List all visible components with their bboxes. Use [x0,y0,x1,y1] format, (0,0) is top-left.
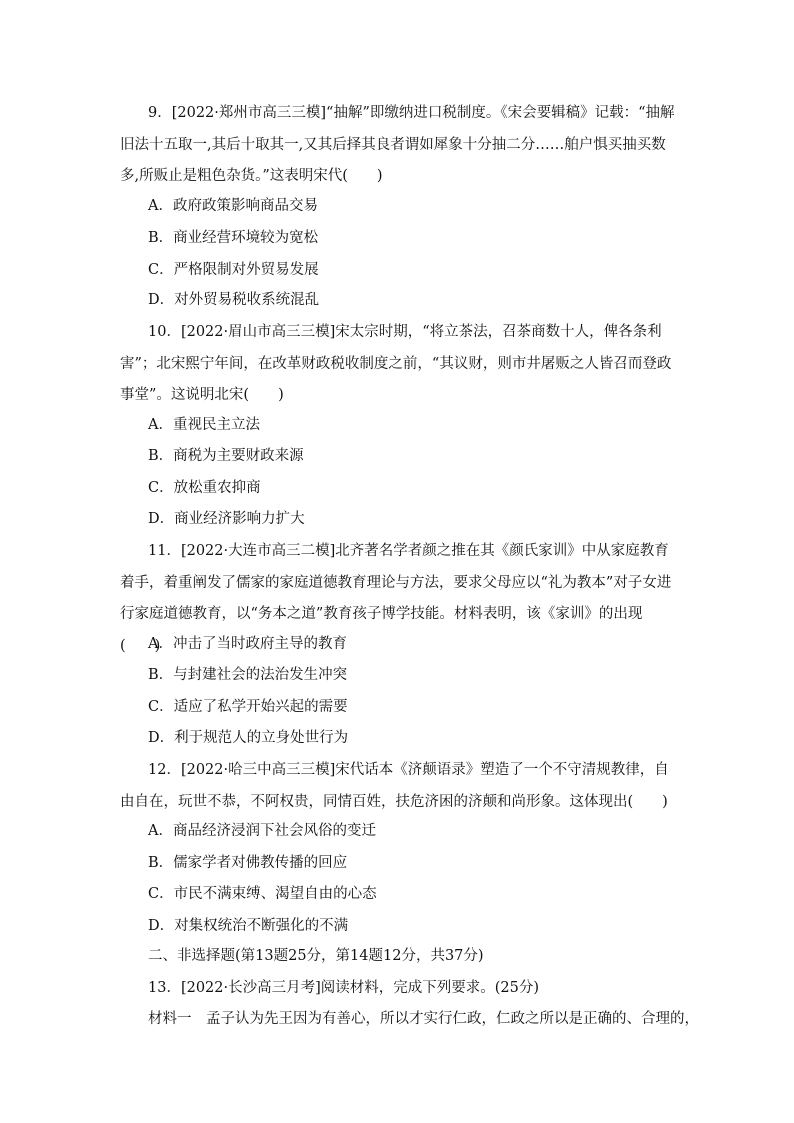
question-10-option-c: C．放松重农抑商 [148,480,261,496]
question-11-option-d: D．利于规范人的立身处世行为 [148,730,349,746]
question-9-option-d: D．对外贸易税收系统混乱 [148,292,320,308]
section-heading-non-choice: 二、非选择题(第13题25分，第14题12分，共37分) [148,948,484,964]
question-12-option-b: B．儒家学者对佛教传播的回应 [148,855,348,871]
question-12-option-c: C．市民不满束缚、渴望自由的心态 [148,886,377,902]
question-11-stem: 11．[2022·大连市高三二模]北齐著名学者颜之推在其《颜氏家训》中从家庭教育着手，着重阐发了儒家的家庭道德教育理论与方法，要求父母应以“礼为教本”对子女进行家庭道德教育，以“务本之道”教育孩子博学技能。材料表明，该《家训》的出现( ) [120,543,672,654]
question-12-option-d: D．对集权统治不断强化的不满 [148,918,349,934]
question-9-option-c: C．严格限制对外贸易发展 [148,262,319,278]
question-11-option-b: B．与封建社会的法治发生冲突 [148,667,348,683]
question-11-option-a: A．冲击了当时政府主导的教育 [148,636,347,652]
question-9-option-a: A．政府政策影响商品交易 [148,198,318,214]
question-10-stem: 10．[2022·眉山市高三三模]宋太宗时期，“将立茶法，召茶商数十人，俾各条利害”；北宋熙宁年间，在改革财政税收制度之前，“其议财，则市井屠贩之人皆召而登政事堂”。这说明北宋( ) [120,324,672,403]
question-13-stem: 13．[2022·长沙高三月考]阅读材料，完成下列要求。(25分) [148,980,540,996]
question-10-option-b: B．商税为主要财政来源 [148,448,304,464]
question-12-stem: 12．[2022·哈三中高三三模]宋代话本《济颠语录》塑造了一个不守清规教律，自由自在，玩世不恭，不阿权贵，同情百姓，扶危济困的济颠和尚形象。这体现出( ) [120,762,669,810]
question-9-stem: 9．[2022·郑州市高三三模]“抽解”即缴纳进口税制度。《宋会要辑稿》记载：“抽解旧法十五取一,其后十取其一,又其后择其良者谓如犀象十分抽二分……舶户惧买抽买数多,所贩止是粗色杂货。”这表明宋代( ) [120,105,675,184]
question-11-option-c: C．适应了私学开始兴起的需要 [148,699,348,715]
question-9-option-b: B．商业经营环境较为宽松 [148,230,319,246]
question-12-option-a: A．商品经济浸润下社会风俗的变迁 [148,823,376,839]
question-10-option-d: D．商业经济影响力扩大 [148,511,305,527]
question-10-option-a: A．重视民主立法 [148,417,260,433]
question-13-material-1: 材料一 孟子认为先王因为有善心，所以才实行仁政，仁政之所以是正确的、合理的， [148,1011,699,1027]
